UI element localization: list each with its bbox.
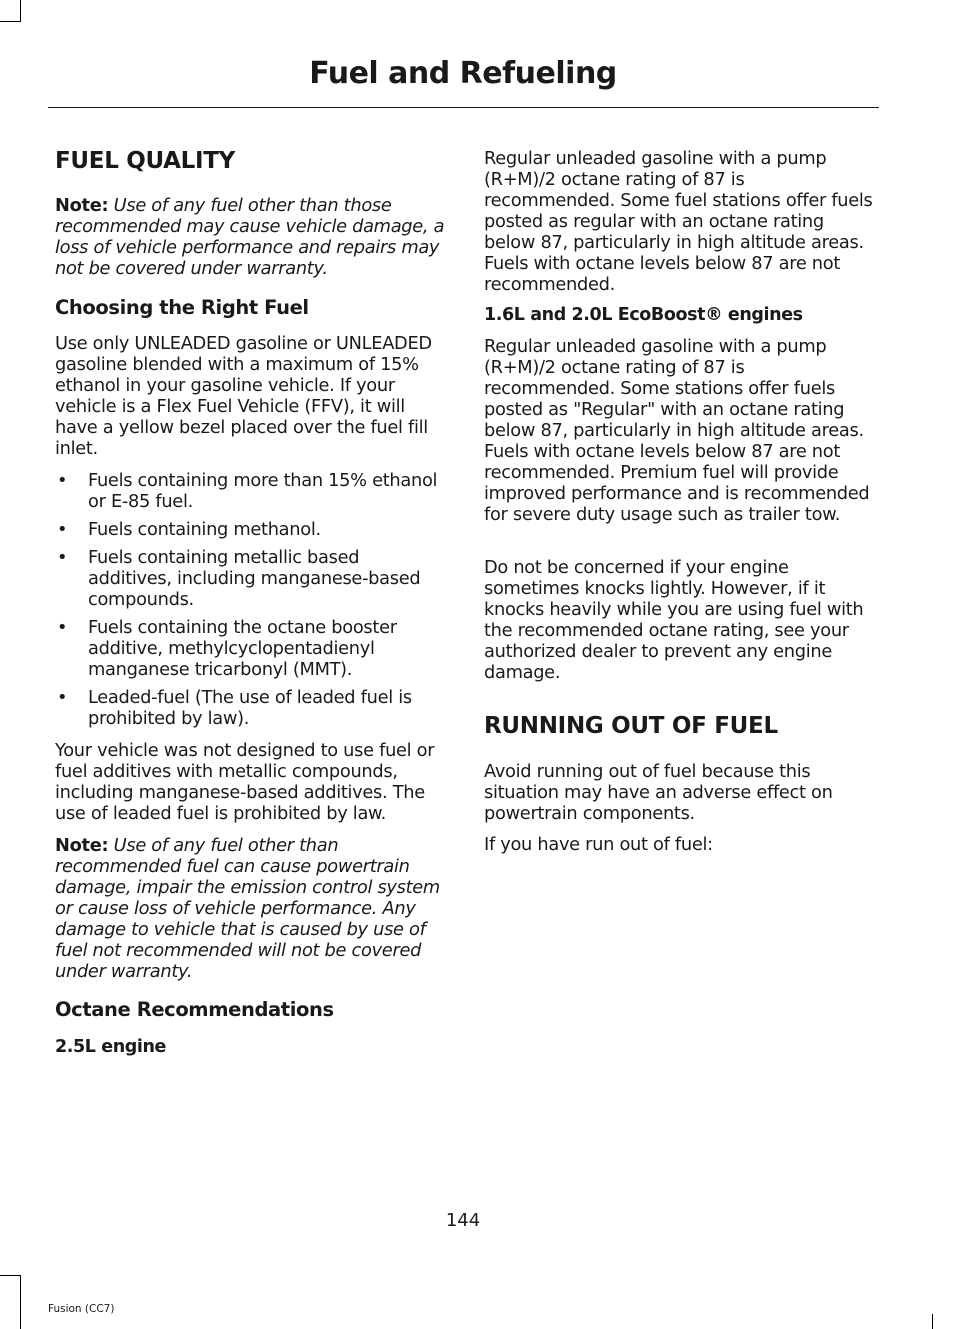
bullet-icon: •	[57, 617, 68, 638]
avoid-running-out-paragraph: Avoid running out of fuel because this situation may have an adverse effect on powertrain components.	[484, 761, 833, 824]
crop-mark	[20, 1314, 21, 1329]
list-item	[55, 547, 447, 610]
engine-knock-paragraph: Do not be concerned if your engine sometimes knocks lightly. However, if it knocks heavily while you are using fuel with the recommended octane rating, see your authorized dealer to prevent any engine damage.	[484, 557, 864, 683]
list-item-text: Fuels containing methanol.	[88, 519, 321, 540]
octane-recommendations-heading: Octane Recommendations	[55, 998, 334, 1021]
bullet-icon: •	[57, 470, 68, 491]
list-item	[55, 519, 447, 540]
choosing-fuel-heading: Choosing the Right Fuel	[55, 296, 309, 319]
octane-ecoboost-paragraph: Regular unleaded gasoline with a pump (R+M)/2 octane rating of 87 is recommended. Some stations offer fuels posted as "Regular" with an octane rating below 87, particularly in high altitude areas. Fuels with octane levels below 87 are not recommended. Premium fuel will provide improved performance and is recommended for severe duty usage such as trailer tow.	[484, 336, 870, 525]
crop-mark	[0, 21, 20, 22]
list-item-text: Fuels containing the octane booster additive, methylcyclopentadienyl manganese tricarbonyl (MMT).	[88, 617, 397, 680]
note-text: Use of any fuel other than those recommended may cause vehicle damage, a loss of vehicle performance and repairs may not be covered under warranty.	[55, 195, 445, 279]
not-designed-paragraph: Your vehicle was not designed to use fuel or fuel additives with metallic compounds, including manganese-based additives. The use of leaded fuel is prohibited by law.	[55, 740, 435, 824]
document-id: Fusion (CC7)	[48, 1303, 115, 1315]
engine-25-heading: 2.5L engine	[55, 1037, 167, 1057]
list-item	[55, 687, 447, 729]
choosing-fuel-paragraph: Use only UNLEADED gasoline or UNLEADED gasoline blended with a maximum of 15% ethanol in your gasoline vehicle. If your vehicle is a Flex Fuel Vehicle (FFV), it will have a yellow bezel placed over the fuel fill inlet.	[55, 333, 432, 459]
octane-25-paragraph: Regular unleaded gasoline with a pump (R+M)/2 octane rating of 87 is recommended. Some fuel stations offer fuels posted as regular with an octane rating below 87, particularly in high altitude areas. Fuels with octane levels below 87 are not recommended.	[484, 148, 873, 295]
crop-mark	[20, 1275, 21, 1315]
crop-mark	[0, 1275, 20, 1276]
note-powertrain	[55, 835, 447, 982]
ecoboost-heading: 1.6L and 2.0L EcoBoost® engines	[484, 305, 803, 325]
note-warranty	[55, 195, 447, 279]
bullet-icon: •	[57, 519, 68, 540]
running-out-heading: RUNNING OUT OF FUEL	[484, 713, 778, 739]
list-item-text: Fuels containing metallic based additives, including manganese-based compounds.	[88, 547, 421, 610]
crop-mark	[20, 0, 21, 22]
run-out-intro: If you have run out of fuel:	[484, 834, 713, 855]
fuel-quality-heading: FUEL QUALITY	[55, 148, 236, 174]
list-item-text: Fuels containing more than 15% ethanol or E-85 fuel.	[88, 470, 438, 512]
bullet-icon: •	[57, 687, 68, 708]
crop-mark	[932, 1314, 933, 1329]
page-title: Fuel and Refueling	[309, 56, 617, 91]
note-label: Note:	[55, 195, 109, 216]
bullet-icon: •	[57, 547, 68, 568]
header-rule	[48, 107, 879, 108]
list-item	[55, 470, 447, 512]
prohibited-fuels-list	[55, 470, 447, 729]
page-number: 144	[445, 1210, 481, 1231]
list-item-text: Leaded-fuel (The use of leaded fuel is prohibited by law).	[88, 687, 412, 729]
list-item	[55, 617, 447, 680]
note-text: Use of any fuel other than recommended fuel can cause powertrain damage, impair the emission control system or cause loss of vehicle performance. Any damage to vehicle that is caused by use of fuel not recommended will not be covered under warranty.	[55, 835, 440, 982]
note-label: Note:	[55, 835, 109, 856]
